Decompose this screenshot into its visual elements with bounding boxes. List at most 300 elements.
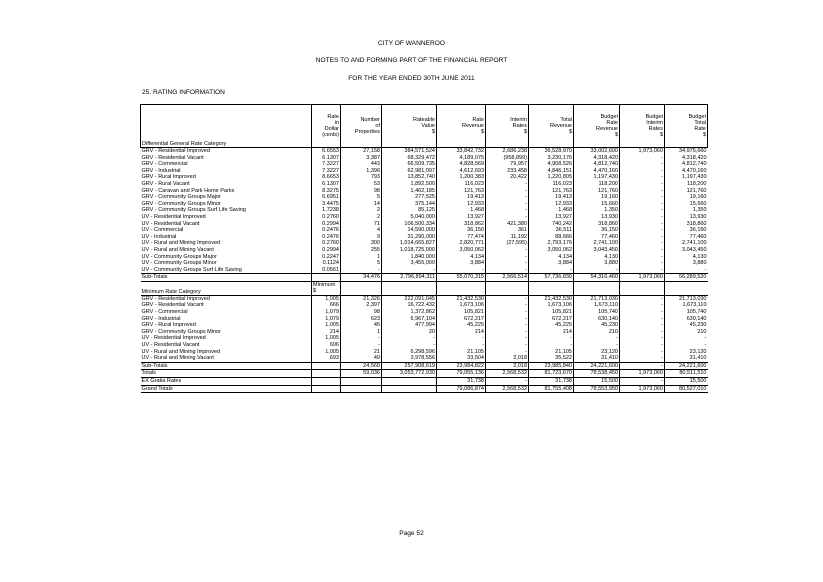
table-row — [141, 194, 708, 201]
cell-value: 4,470,160 — [574, 168, 620, 175]
table-row — [141, 207, 708, 214]
cell-value: 59,036 — [341, 370, 382, 378]
cell-value: 233,458 — [486, 168, 529, 175]
header-line: Interim — [510, 117, 527, 123]
cell-value: 1,079 — [312, 316, 341, 323]
cell-value: - — [486, 322, 529, 329]
cell-value: 36,150 — [665, 227, 708, 234]
cell-value: 7.3227 — [312, 168, 341, 175]
cell-value: 54,316,460 — [574, 274, 620, 282]
cell-value: 672,217 — [437, 316, 486, 323]
cell-value: 5 — [341, 194, 382, 201]
cell-value: 6.1307 — [312, 181, 341, 188]
cell-value: - — [620, 207, 665, 214]
cell-value: 68,329,472 — [382, 155, 437, 162]
table-row — [141, 227, 708, 234]
page-number: Page 52 — [399, 530, 424, 537]
cell-value — [341, 385, 382, 393]
cell-value: 1,197,430 — [574, 174, 620, 181]
cell-value: 45 — [341, 322, 382, 329]
cell-value: 1,014,665,827 — [382, 240, 437, 247]
cell-value: 4,812,740 — [574, 161, 620, 168]
table-row — [141, 254, 708, 261]
cell-value: - — [620, 181, 665, 188]
cell-value — [312, 370, 341, 378]
table-row — [141, 335, 708, 342]
cell-value: 88,666 — [529, 234, 574, 241]
cell-value: 277,525 — [382, 194, 437, 201]
table-row — [141, 329, 708, 336]
cell-value: 81,755,408 — [529, 385, 574, 393]
cell-value: - — [620, 267, 665, 274]
cell-value: - — [620, 174, 665, 181]
minimum-header-row — [141, 281, 708, 295]
cell-value: 77,460 — [665, 234, 708, 241]
cell-value: 3,880 — [665, 260, 708, 267]
cell-value: 3,387 — [341, 155, 382, 162]
cell-value: 222,091,045 — [382, 295, 437, 302]
cell-value: - — [665, 267, 708, 274]
cell-value: 12,933 — [437, 201, 486, 208]
cell-value: - — [620, 227, 665, 234]
cell-value: - — [486, 267, 529, 274]
cell-value: 21,432,530 — [529, 295, 574, 302]
cell-value: 1,468 — [529, 207, 574, 214]
cell-value: 23,120 — [574, 349, 620, 356]
row-label: UV - Rural and Mining Improved — [141, 348, 221, 355]
cell-value: 214 — [529, 329, 574, 336]
cell-value: 4,908,526 — [529, 161, 574, 168]
cell-value: - — [486, 378, 529, 386]
cell-value: 0.2994 — [312, 247, 341, 254]
cell-value: 1,973,060 — [620, 385, 665, 393]
cell-value: 116,023 — [437, 181, 486, 188]
cell-value — [341, 378, 382, 386]
row-label: UV - Community Groups Minor — [141, 260, 217, 267]
cell-value: 0.2760 — [312, 214, 341, 221]
cell-value: - — [620, 221, 665, 228]
subtotal-row — [141, 362, 708, 370]
cell-value: 3,978,556 — [382, 355, 437, 362]
cell-value: 1,973,060 — [620, 370, 665, 378]
cell-value: 3.4475 — [312, 201, 341, 208]
cell-value: - — [620, 316, 665, 323]
minimum-col-header — [312, 281, 341, 295]
cell-value: 6,298,596 — [382, 349, 437, 356]
cell-value: 36,528,970 — [529, 148, 574, 155]
cell-value: 14 — [341, 201, 382, 208]
cell-value: 318,860 — [574, 221, 620, 228]
cell-value: 3,043,450 — [665, 247, 708, 254]
cell-value: 6.6951 — [312, 194, 341, 201]
cell-value: 4,318,420 — [574, 155, 620, 162]
cell-value: 6.6553 — [312, 148, 341, 155]
rate-revenue-header — [437, 105, 486, 148]
cell-value: 23,985,840 — [529, 362, 574, 370]
ex-gratia-row — [141, 378, 708, 386]
header-line: $ — [480, 129, 484, 135]
cell-value: 15,500 — [574, 378, 620, 386]
cell-value: 21,105 — [529, 349, 574, 356]
row-label: GRV - Community Groups Major — [141, 194, 221, 201]
cell-value: - — [486, 349, 529, 356]
cell-value: 5 — [341, 260, 382, 267]
header-line: Minimum — [313, 281, 336, 288]
cell-value — [312, 378, 341, 386]
row-label: UV - Residential Improved — [141, 213, 206, 220]
header-line: Rate — [694, 126, 706, 132]
row-label: GRV - Community Groups Surf Life Saving — [141, 207, 246, 214]
cell-value: 16,722,432 — [382, 302, 437, 309]
cell-value: - — [486, 329, 529, 336]
cell-value: 666 — [312, 302, 341, 309]
cell-value: - — [529, 342, 574, 349]
cell-value: - — [574, 335, 620, 342]
cell-value: 98 — [341, 309, 382, 316]
table-row — [141, 302, 708, 309]
cell-value: 4 — [341, 227, 382, 234]
cell-value: 1,005 — [312, 295, 341, 302]
table-row — [141, 201, 708, 208]
table-row — [141, 234, 708, 241]
cell-value: 80,511,510 — [665, 370, 708, 378]
cell-value: - — [620, 201, 665, 208]
cell-value: 78,538,450 — [574, 370, 620, 378]
cell-value: 210 — [574, 329, 620, 336]
cell-value: 36,511 — [529, 227, 574, 234]
table-row — [141, 322, 708, 329]
row-label: GRV - Residential Improved — [141, 148, 210, 154]
row-label: GRV - Industrial — [141, 315, 181, 322]
cell-value: - — [620, 378, 665, 386]
cell-value: - — [486, 181, 529, 188]
cell-value: 2,018 — [486, 362, 529, 370]
cell-value: - — [665, 342, 708, 349]
cell-value: 623 — [341, 316, 382, 323]
cell-value: 21 — [341, 349, 382, 356]
cell-value: 7.3227 — [312, 161, 341, 168]
cell-value: 15,660 — [574, 201, 620, 208]
row-label: UV - Rural and Mining Vacant — [141, 355, 214, 362]
cell-value: 5,040,000 — [382, 214, 437, 221]
cell-value: 1,892,500 — [382, 181, 437, 188]
cell-value: 1,396 — [341, 168, 382, 175]
cell-value: - — [486, 207, 529, 214]
cell-value: - — [620, 188, 665, 195]
cell-value: 49 — [341, 355, 382, 362]
cell-value: - — [665, 335, 708, 342]
cell-value: - — [486, 247, 529, 254]
row-label: UV - Rural and Mining Improved — [141, 240, 221, 247]
cell-value: 1,005 — [312, 349, 341, 356]
cell-value: 24,221,600 — [574, 362, 620, 370]
cell-value: - — [620, 322, 665, 329]
rateable-header — [382, 105, 437, 148]
cell-value: 31,410 — [665, 355, 708, 362]
cell-value: - — [620, 240, 665, 247]
cell-value: 24,560 — [341, 362, 382, 370]
cell-value: 23,984,822 — [437, 362, 486, 370]
rating-table — [140, 104, 708, 393]
cell-value — [312, 385, 341, 393]
cell-value: 45,225 — [437, 322, 486, 329]
budget-rate-revenue-header — [574, 105, 620, 148]
cell-value: 1,197,430 — [665, 174, 708, 181]
row-label: Sub-Totals — [141, 274, 312, 282]
table-row — [141, 342, 708, 349]
cell-value: 13,852,740 — [382, 174, 437, 181]
totals-row — [141, 370, 708, 378]
row-label: UV - Residential Improved — [141, 335, 206, 342]
cell-value: 4,130 — [574, 254, 620, 261]
table-body — [141, 148, 708, 393]
org-name: CITY OF WANNEROO — [377, 40, 446, 47]
cell-value: 8.6653 — [312, 174, 341, 181]
cell-value: 4,828,569 — [437, 161, 486, 168]
cell-value: - — [486, 260, 529, 267]
cell-value: 77,460 — [574, 234, 620, 241]
empty-cell — [341, 281, 382, 295]
cell-value: 214 — [312, 329, 341, 336]
cell-value: - — [620, 349, 665, 356]
cell-value: - — [486, 188, 529, 195]
table-header — [141, 105, 708, 148]
cell-value: - — [486, 316, 529, 323]
table-row — [141, 148, 708, 155]
minimum-category-label: Minimum Rate Category — [141, 288, 201, 295]
row-label: UV - Industrial — [141, 233, 177, 240]
table-row — [141, 309, 708, 316]
cell-value: 105,740 — [665, 309, 708, 316]
row-label: GRV - Rural Improved — [141, 322, 196, 329]
cell-value: 34,975,660 — [665, 148, 708, 155]
cell-value: 2,397 — [341, 302, 382, 309]
cell-value: - — [620, 214, 665, 221]
cell-value: - — [486, 194, 529, 201]
row-label: UV - Community Groups Surf Life Saving — [141, 266, 242, 273]
cell-value: 6.1307 — [312, 155, 341, 162]
cell-value: 56,289,520 — [665, 274, 708, 282]
cell-value: 20,422 — [486, 174, 529, 181]
header-line: $ — [431, 129, 435, 135]
cell-value: 477,994 — [382, 322, 437, 329]
cell-value: 3,880 — [574, 260, 620, 267]
cell-value: 33,842,732 — [437, 148, 486, 155]
header-line: Interim — [646, 120, 663, 126]
cell-value: 53 — [341, 181, 382, 188]
header-line: $ — [659, 132, 663, 138]
header-line: Value — [421, 123, 435, 129]
cell-value: - — [620, 342, 665, 349]
cell-value: 421,380 — [486, 221, 529, 228]
row-label: UV - Commercial — [141, 227, 184, 234]
cell-value: 24,221,600 — [665, 362, 708, 370]
cell-value: 3,053,772,930 — [382, 370, 437, 378]
cell-value: - — [437, 267, 486, 274]
cell-value: 21,432,530 — [437, 295, 486, 302]
cell-value: 13,927 — [529, 214, 574, 221]
cell-value: 19,160 — [574, 194, 620, 201]
cell-value: - — [341, 342, 382, 349]
cell-value: 19,413 — [529, 194, 574, 201]
cell-value: 4,134 — [437, 254, 486, 261]
table-row — [141, 316, 708, 323]
cell-value: 3,050,062 — [437, 247, 486, 254]
report-subtitle: NOTES TO AND FORMING PART OF THE FINANCIAL REPORT — [315, 57, 508, 64]
cell-value: - — [620, 168, 665, 175]
cell-value: - — [620, 335, 665, 342]
cell-value: 0.2247 — [312, 254, 341, 261]
row-label: GRV - Community Groups Minor — [141, 200, 221, 207]
cell-value: 3,455,000 — [382, 260, 437, 267]
cell-value: 318,860 — [665, 221, 708, 228]
cell-value: 2,686,238 — [486, 148, 529, 155]
row-label: Sub-Totals — [141, 362, 312, 370]
cell-value: 55,070,315 — [437, 274, 486, 282]
cell-value: 33,002,600 — [574, 148, 620, 155]
row-label: Grand Totals — [141, 385, 312, 393]
cell-value: 4,846,151 — [529, 168, 574, 175]
cell-value: 121,763 — [529, 188, 574, 195]
cell-value: 793 — [341, 174, 382, 181]
cell-value: 210 — [665, 329, 708, 336]
header-line: Number — [360, 117, 380, 123]
cell-value: 1.7238 — [312, 207, 341, 214]
table-row — [141, 161, 708, 168]
cell-value: 1,468 — [437, 207, 486, 214]
row-label: GRV - Rural Improved — [141, 174, 196, 181]
cell-value: 2,568,532 — [486, 370, 529, 378]
cell-value: 80,527,010 — [665, 385, 708, 393]
cell-value: - — [486, 254, 529, 261]
row-label: GRV - Residential Improved — [141, 295, 312, 302]
header-line: Budget — [688, 114, 706, 120]
cell-value: - — [620, 194, 665, 201]
cell-value: 3,043,450 — [574, 247, 620, 254]
cell-value: 1,673,110 — [665, 302, 708, 309]
table-row — [141, 260, 708, 267]
cell-value: - — [620, 329, 665, 336]
cell-value: 2,793,176 — [529, 240, 574, 247]
category-header: Differential General Rate Category — [141, 105, 312, 148]
row-label: UV - Residential Vacant — [141, 342, 200, 349]
cell-value: 35,522 — [529, 355, 574, 362]
header-line: Rate — [472, 117, 484, 123]
cell-value: 57,736,830 — [529, 274, 574, 282]
cell-value: 1,462,185 — [382, 188, 437, 195]
subtotal-row — [141, 274, 708, 282]
cell-value: 2,820,771 — [437, 240, 486, 247]
cell-value: 2 — [341, 214, 382, 221]
cell-value: 106,500,334 — [382, 221, 437, 228]
section-title: 25. RATING INFORMATION — [142, 89, 225, 96]
cell-value: 13,930 — [574, 214, 620, 221]
cell-value: 85,125 — [382, 207, 437, 214]
cell-value: 21,713,030 — [574, 295, 620, 302]
table-row — [141, 155, 708, 162]
budget-interim-header — [620, 105, 665, 148]
cell-value: 606 — [312, 342, 341, 349]
cell-value: 105,821 — [437, 309, 486, 316]
cell-value: - — [486, 342, 529, 349]
row-label: UV - Community Groups Major — [141, 253, 217, 260]
cell-value: - — [486, 295, 529, 302]
cell-value: 8.3275 — [312, 188, 341, 195]
cell-value: 1 — [341, 254, 382, 261]
rate-header — [312, 105, 341, 148]
cell-value: - — [341, 335, 382, 342]
cell-value: 33,504 — [437, 355, 486, 362]
cell-value: 62,981,097 — [382, 168, 437, 175]
cell-value: 443 — [341, 161, 382, 168]
cell-value: 1,673,106 — [437, 302, 486, 309]
cell-value: 4,318,420 — [665, 155, 708, 162]
cell-value: 98 — [341, 188, 382, 195]
cell-value: - — [486, 309, 529, 316]
empty-cell — [529, 281, 574, 295]
cell-value: 2 — [341, 207, 382, 214]
cell-value: - — [437, 342, 486, 349]
header-line: Rates — [512, 123, 527, 129]
cell-value: 0.2994 — [312, 221, 341, 228]
cell-value: 36,150 — [574, 227, 620, 234]
cell-value: - — [574, 342, 620, 349]
cell-value: 12,933 — [529, 201, 574, 208]
empty-cell — [665, 281, 708, 295]
cell-value: 31,738 — [529, 378, 574, 386]
cell-value: 81,723,670 — [529, 370, 574, 378]
cell-value: 121,760 — [574, 188, 620, 195]
cell-value: 11,192 — [486, 234, 529, 241]
cell-value: 31,410 — [574, 355, 620, 362]
cell-value: 375,144 — [382, 201, 437, 208]
cell-value: 79,055,136 — [437, 370, 486, 378]
cell-value: 1,973,060 — [620, 148, 665, 155]
number-header — [341, 105, 382, 148]
cell-value: 0.0561 — [312, 267, 341, 274]
cell-value: 0.2760 — [312, 240, 341, 247]
cell-value: 3,050,062 — [529, 247, 574, 254]
cell-value: 4,470,160 — [665, 168, 708, 175]
empty-cell — [486, 281, 529, 295]
cell-value: - — [529, 267, 574, 274]
header-line: $ — [313, 287, 317, 294]
cell-value: 2,796,894,311 — [382, 274, 437, 282]
cell-value: (27,595) — [486, 240, 529, 247]
cell-value: 3,230,176 — [529, 155, 574, 162]
row-label: GRV - Rural Vacant — [141, 180, 190, 187]
cell-value: 2,018 — [486, 355, 529, 362]
cell-value: 13,927 — [437, 214, 486, 221]
cell-value: 0.1124 — [312, 260, 341, 267]
row-label: GRV - Caravan and Park Home Parks — [141, 187, 235, 194]
header-line: Dollar — [324, 126, 339, 132]
header-line: Rateable — [412, 117, 435, 123]
header-line: Rate — [606, 120, 618, 126]
cell-value: 1,673,106 — [529, 302, 574, 309]
cell-value: 1,200,383 — [437, 174, 486, 181]
cell-value: 2,568,532 — [486, 385, 529, 393]
cell-value: 20 — [382, 329, 437, 336]
cell-value: - — [620, 260, 665, 267]
table-row — [141, 240, 708, 247]
cell-value: 0.2476 — [312, 227, 341, 234]
table-row — [141, 355, 708, 362]
cell-value: - — [437, 335, 486, 342]
cell-value: 21,326 — [341, 295, 382, 302]
cell-value: 1,018,725,000 — [382, 247, 437, 254]
cell-value: - — [382, 342, 437, 349]
